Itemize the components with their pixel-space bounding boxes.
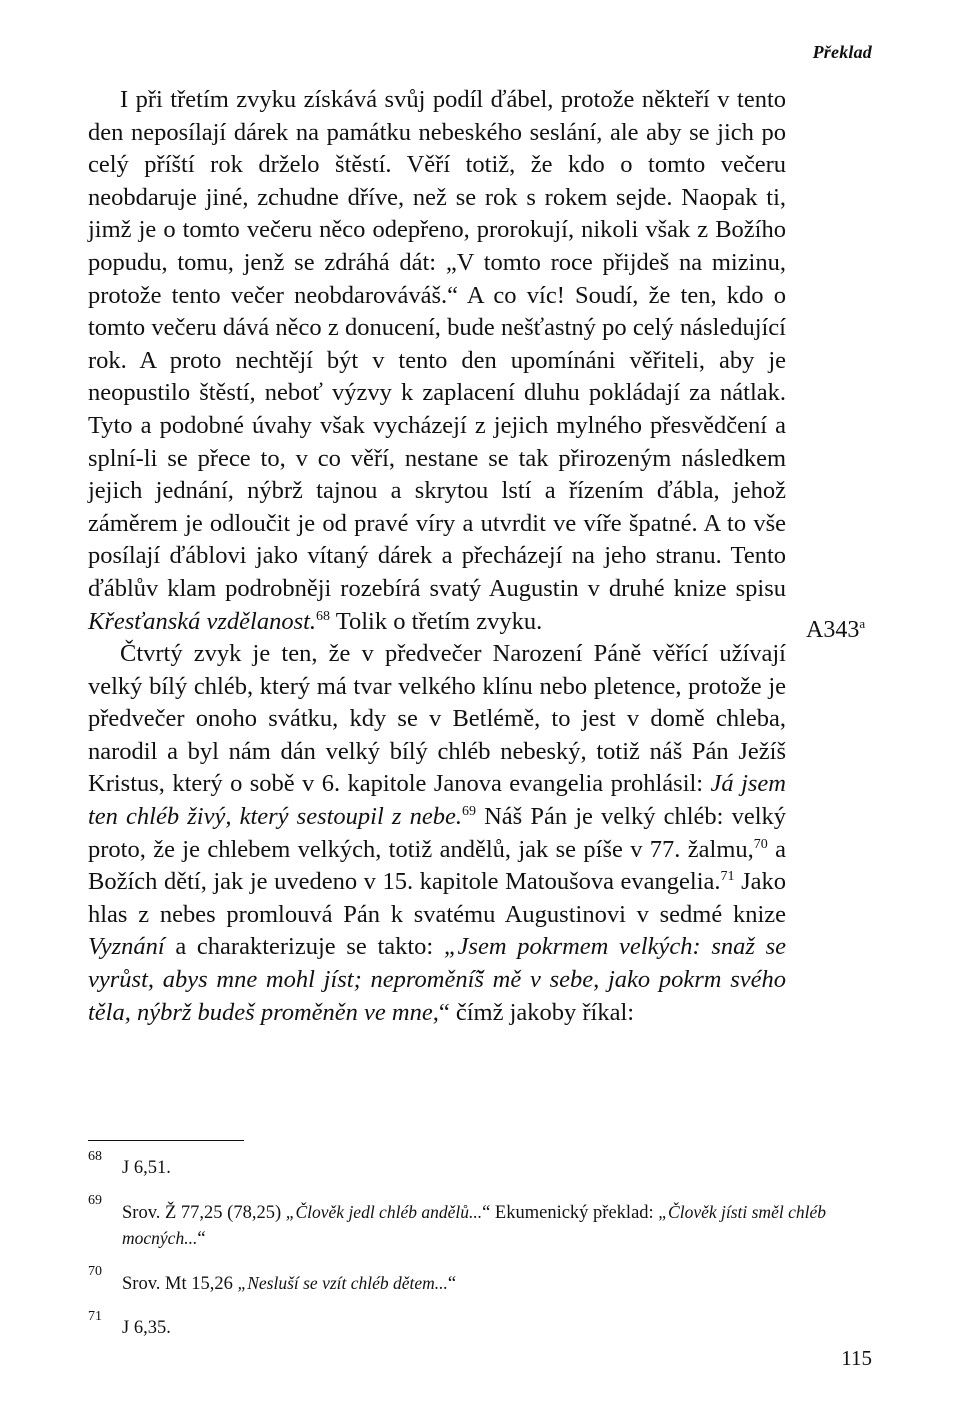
footnote-text [122,1148,874,1181]
text-run: a Božích dětí, jak je uvedeno v 15. kapitole Matoušova evangelia. [88,835,786,896]
footnote-text-run: “ Ekumenický překlad: [482,1203,659,1223]
footnote [88,1308,874,1341]
footnote-ref: 69 [461,803,476,819]
footnote-text-run: Srov. Ž 77,25 (78,25) [122,1203,286,1223]
paragraph [88,84,786,638]
footnote-text [122,1308,874,1341]
footnote-text-run: “ [447,1274,457,1294]
footnote-ref: 70 [753,836,768,852]
text-run: a charakterizuje se takto: [164,933,444,961]
text-run: “ čímž jakoby říkal: [438,998,635,1026]
footnote-text-run: J 6,35. [122,1318,171,1338]
footnote-divider [88,1140,244,1141]
text-run: I při třetím zvyku získává svůj podíl ďábel, protože někteří v tento den neposílají dárek na památku nebeského seslání, ale aby se jich po celý příští rok drželo štěstí. Věří totiž, že kdo o tomto večeru neobdaruje jiné, zchudne dříve, než se rok s rokem sejde. Naopak ti, jimž je o tomto večeru něco odepřeno, prorokují, nikoli však z Božího popudu, tomu, jenž se zdráhá dát: „V tomto roce přijdeš na mizinu, protože tento večer neobdarováváš.“ A co víc! Soudí, že ten, kdo o tomto večeru dává něco z donucení, bude nešťastný po celý následující rok. A proto nechtějí být v tento den upomínáni věřiteli, aby je neopustilo štěstí, neboť výzvy k zaplacení dluhu pokládají za nátlak. Tyto a podobné úvahy však vycházejí z jejich mylného přesvědčení a splní-li se přece to, v co věří, nestane se tak přirozeným následkem jejich jednání, nýbrž tajnou a skrytou lstí a řízením ďábla, jehož záměrem je odloučit je od pravé víry a utvrdit ve víře špatné. A to vše posílají ďáblovi jako vítaný dárek a přecházejí na jeho stranu. Tento ďáblův klam podrobněji rozebírá svatý Augustin v druhé knize spisu [88,86,786,602]
footnote-number: 70 [88,1264,102,1279]
margin-reference-label: A343 [806,617,860,643]
footnote-quote: „Nesluší se vzít chléb dětem... [237,1273,448,1293]
footnote [88,1148,874,1181]
footnote-quote: „Člověk jedl chléb andělů... [285,1202,483,1222]
footnote-ref: 68 [316,608,331,624]
running-head: Překlad [812,42,872,62]
footnote [88,1263,874,1297]
main-text [88,84,786,1029]
footnote-quote: „Člověk jísti směl chléb mocných... [122,1202,826,1248]
text-run: Tolik o třetím zvyku. [330,607,543,635]
italic-title: Vyznání [88,933,165,961]
footnote-text [122,1192,874,1252]
text-run: Jako hlas z nebes promlouvá Pán k svatému Augustinovi v sedmé knize [88,868,786,928]
italic-quote: „Jsem pokrmem velkých: snaž se vyrůst, abys mne mohl jíst; nepromění̃š mě v sebe, jako pokrm svého těla, nýbrž budeš proměněn ve mne, [88,933,786,1026]
footnote-number: 68 [88,1149,102,1164]
footnote-number: 69 [88,1193,102,1208]
footnote-ref: 71 [720,869,735,885]
footnote-text-run: “ [197,1229,206,1249]
italic-title: Křesťanská vzdělanost. [88,607,317,635]
footnote-text-run: Srov. Mt 15,26 [122,1274,238,1294]
footnotes [88,1148,874,1352]
margin-reference-sup: a [859,616,866,631]
footnote-text-run: J 6,51. [122,1158,171,1178]
page-number: 115 [841,1346,872,1370]
text-run: Náš Pán je velký chléb: velký proto, že je chlebem velkých, totiž andělů, jak se píše v 77. žalmu, [88,803,786,863]
italic-quote: Já jsem ten chléb živý, který sestoupil z nebe. [88,770,786,831]
footnote-text [122,1263,874,1297]
paragraph [88,638,786,1029]
text-run: Čtvrtý zvyk je ten, že v předvečer Narození Páně věřící užívají velký bílý chléb, který má tvar velkého klínu nebo pletence, protože je předvečer onoho svátku, kdy se v Betlémě, to jest v domě chleba, narodil a byl nám dán velký bílý chléb nebeský, totiž náš Pán Ježíš Kristus, který o sobě v 6. kapitole Janova evangelia prohlásil: [88,640,786,798]
margin-reference [806,614,865,647]
footnote-number: 71 [88,1309,102,1324]
footnote [88,1192,874,1252]
